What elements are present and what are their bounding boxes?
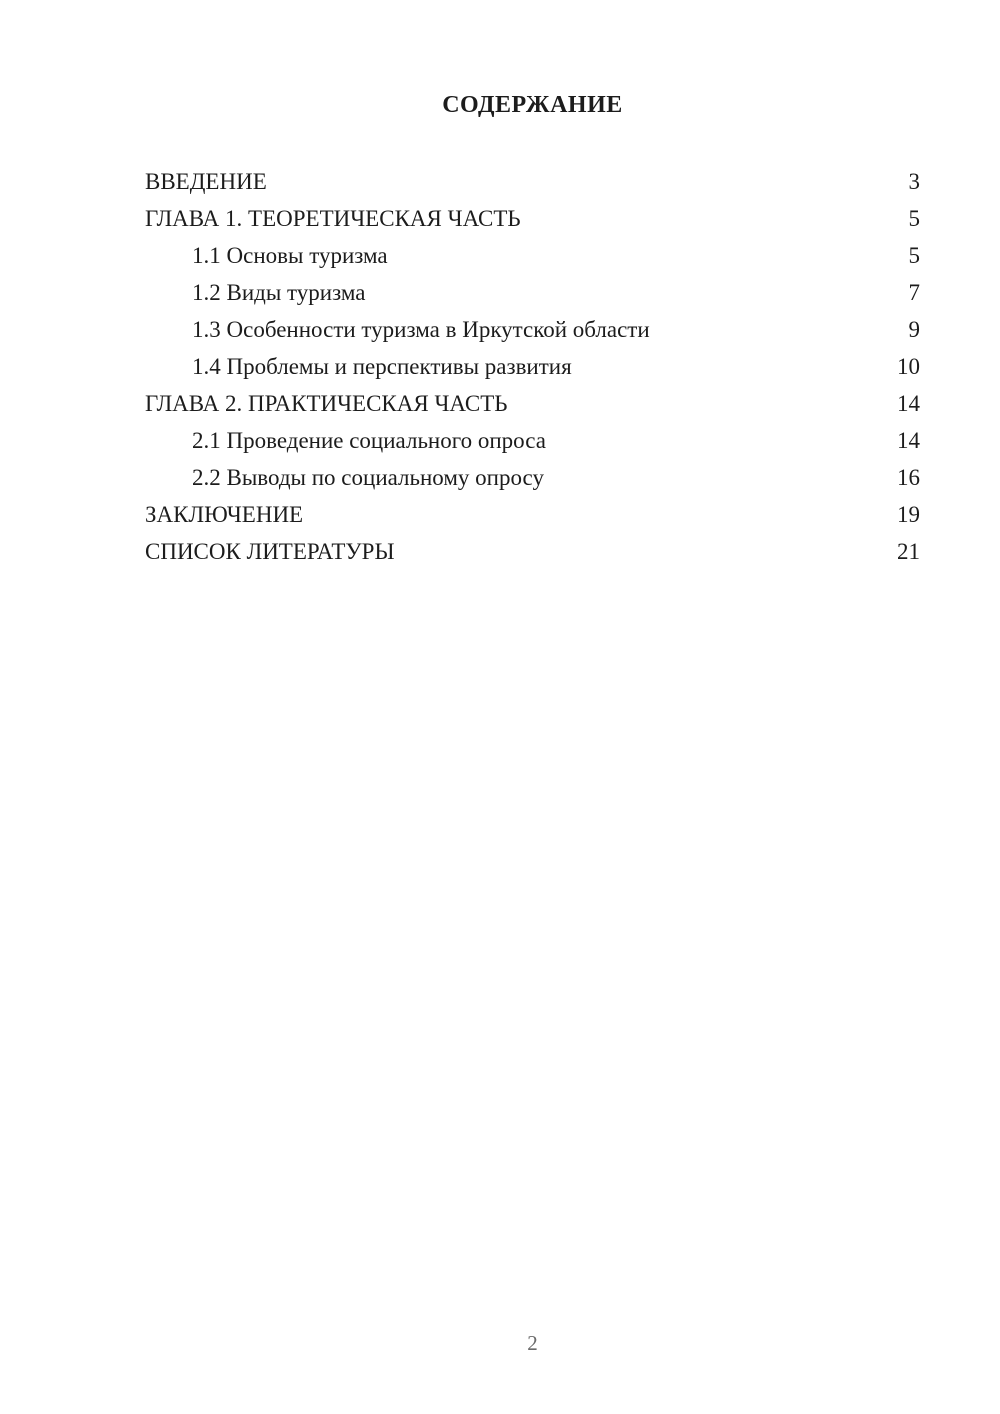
toc-entry-label: ГЛАВА 2. ПРАКТИЧЕСКАЯ ЧАСТЬ [145, 391, 508, 416]
toc-entry [145, 459, 920, 496]
toc-entry-label: 1.4 Проблемы и перспективы развития [192, 354, 572, 379]
toc-entry-label: ВВЕДЕНИЕ [145, 169, 267, 194]
toc-entry [145, 274, 920, 311]
toc-entry-label: 2.2 Выводы по социальному опросу [192, 465, 544, 490]
toc-entry-page-number: 5 [908, 243, 920, 268]
toc-entry-label: 1.1 Основы туризма [192, 243, 388, 268]
toc-entry [145, 163, 920, 200]
toc-entry [145, 496, 920, 533]
toc-entry-label: 2.1 Проведение социального опроса [192, 428, 546, 453]
toc-entry-page-number: 19 [897, 502, 920, 527]
toc-entry-page-number: 5 [908, 206, 920, 231]
toc-entry-page-number: 14 [897, 428, 920, 453]
toc-entry [145, 385, 920, 422]
toc-entry-label: ЗАКЛЮЧЕНИЕ [145, 502, 304, 527]
toc-entry [145, 348, 920, 385]
toc-entry-label: СПИСОК ЛИТЕРАТУРЫ [145, 539, 395, 564]
toc-entry-label: ГЛАВА 1. ТЕОРЕТИЧЕСКАЯ ЧАСТЬ [145, 206, 521, 231]
toc-entry-page-number: 21 [897, 539, 920, 564]
table-of-contents [145, 163, 920, 570]
toc-entry [145, 200, 920, 237]
toc-entry [145, 533, 920, 570]
toc-entry [145, 422, 920, 459]
toc-entry-page-number: 7 [908, 280, 920, 305]
toc-entry-page-number: 16 [897, 465, 920, 490]
toc-entry-page-number: 14 [897, 391, 920, 416]
toc-entry [145, 311, 920, 348]
toc-entry [145, 237, 920, 274]
toc-entry-page-number: 9 [908, 317, 920, 342]
toc-entry-page-number: 10 [897, 354, 920, 379]
toc-entry-label: 1.3 Особенности туризма в Иркутской области [192, 317, 650, 342]
page-title: СОДЕРЖАНИЕ [442, 92, 623, 118]
toc-entry-page-number: 3 [908, 169, 920, 194]
footer-page-number: 2 [527, 1331, 538, 1355]
toc-entry-label: 1.2 Виды туризма [192, 280, 366, 305]
